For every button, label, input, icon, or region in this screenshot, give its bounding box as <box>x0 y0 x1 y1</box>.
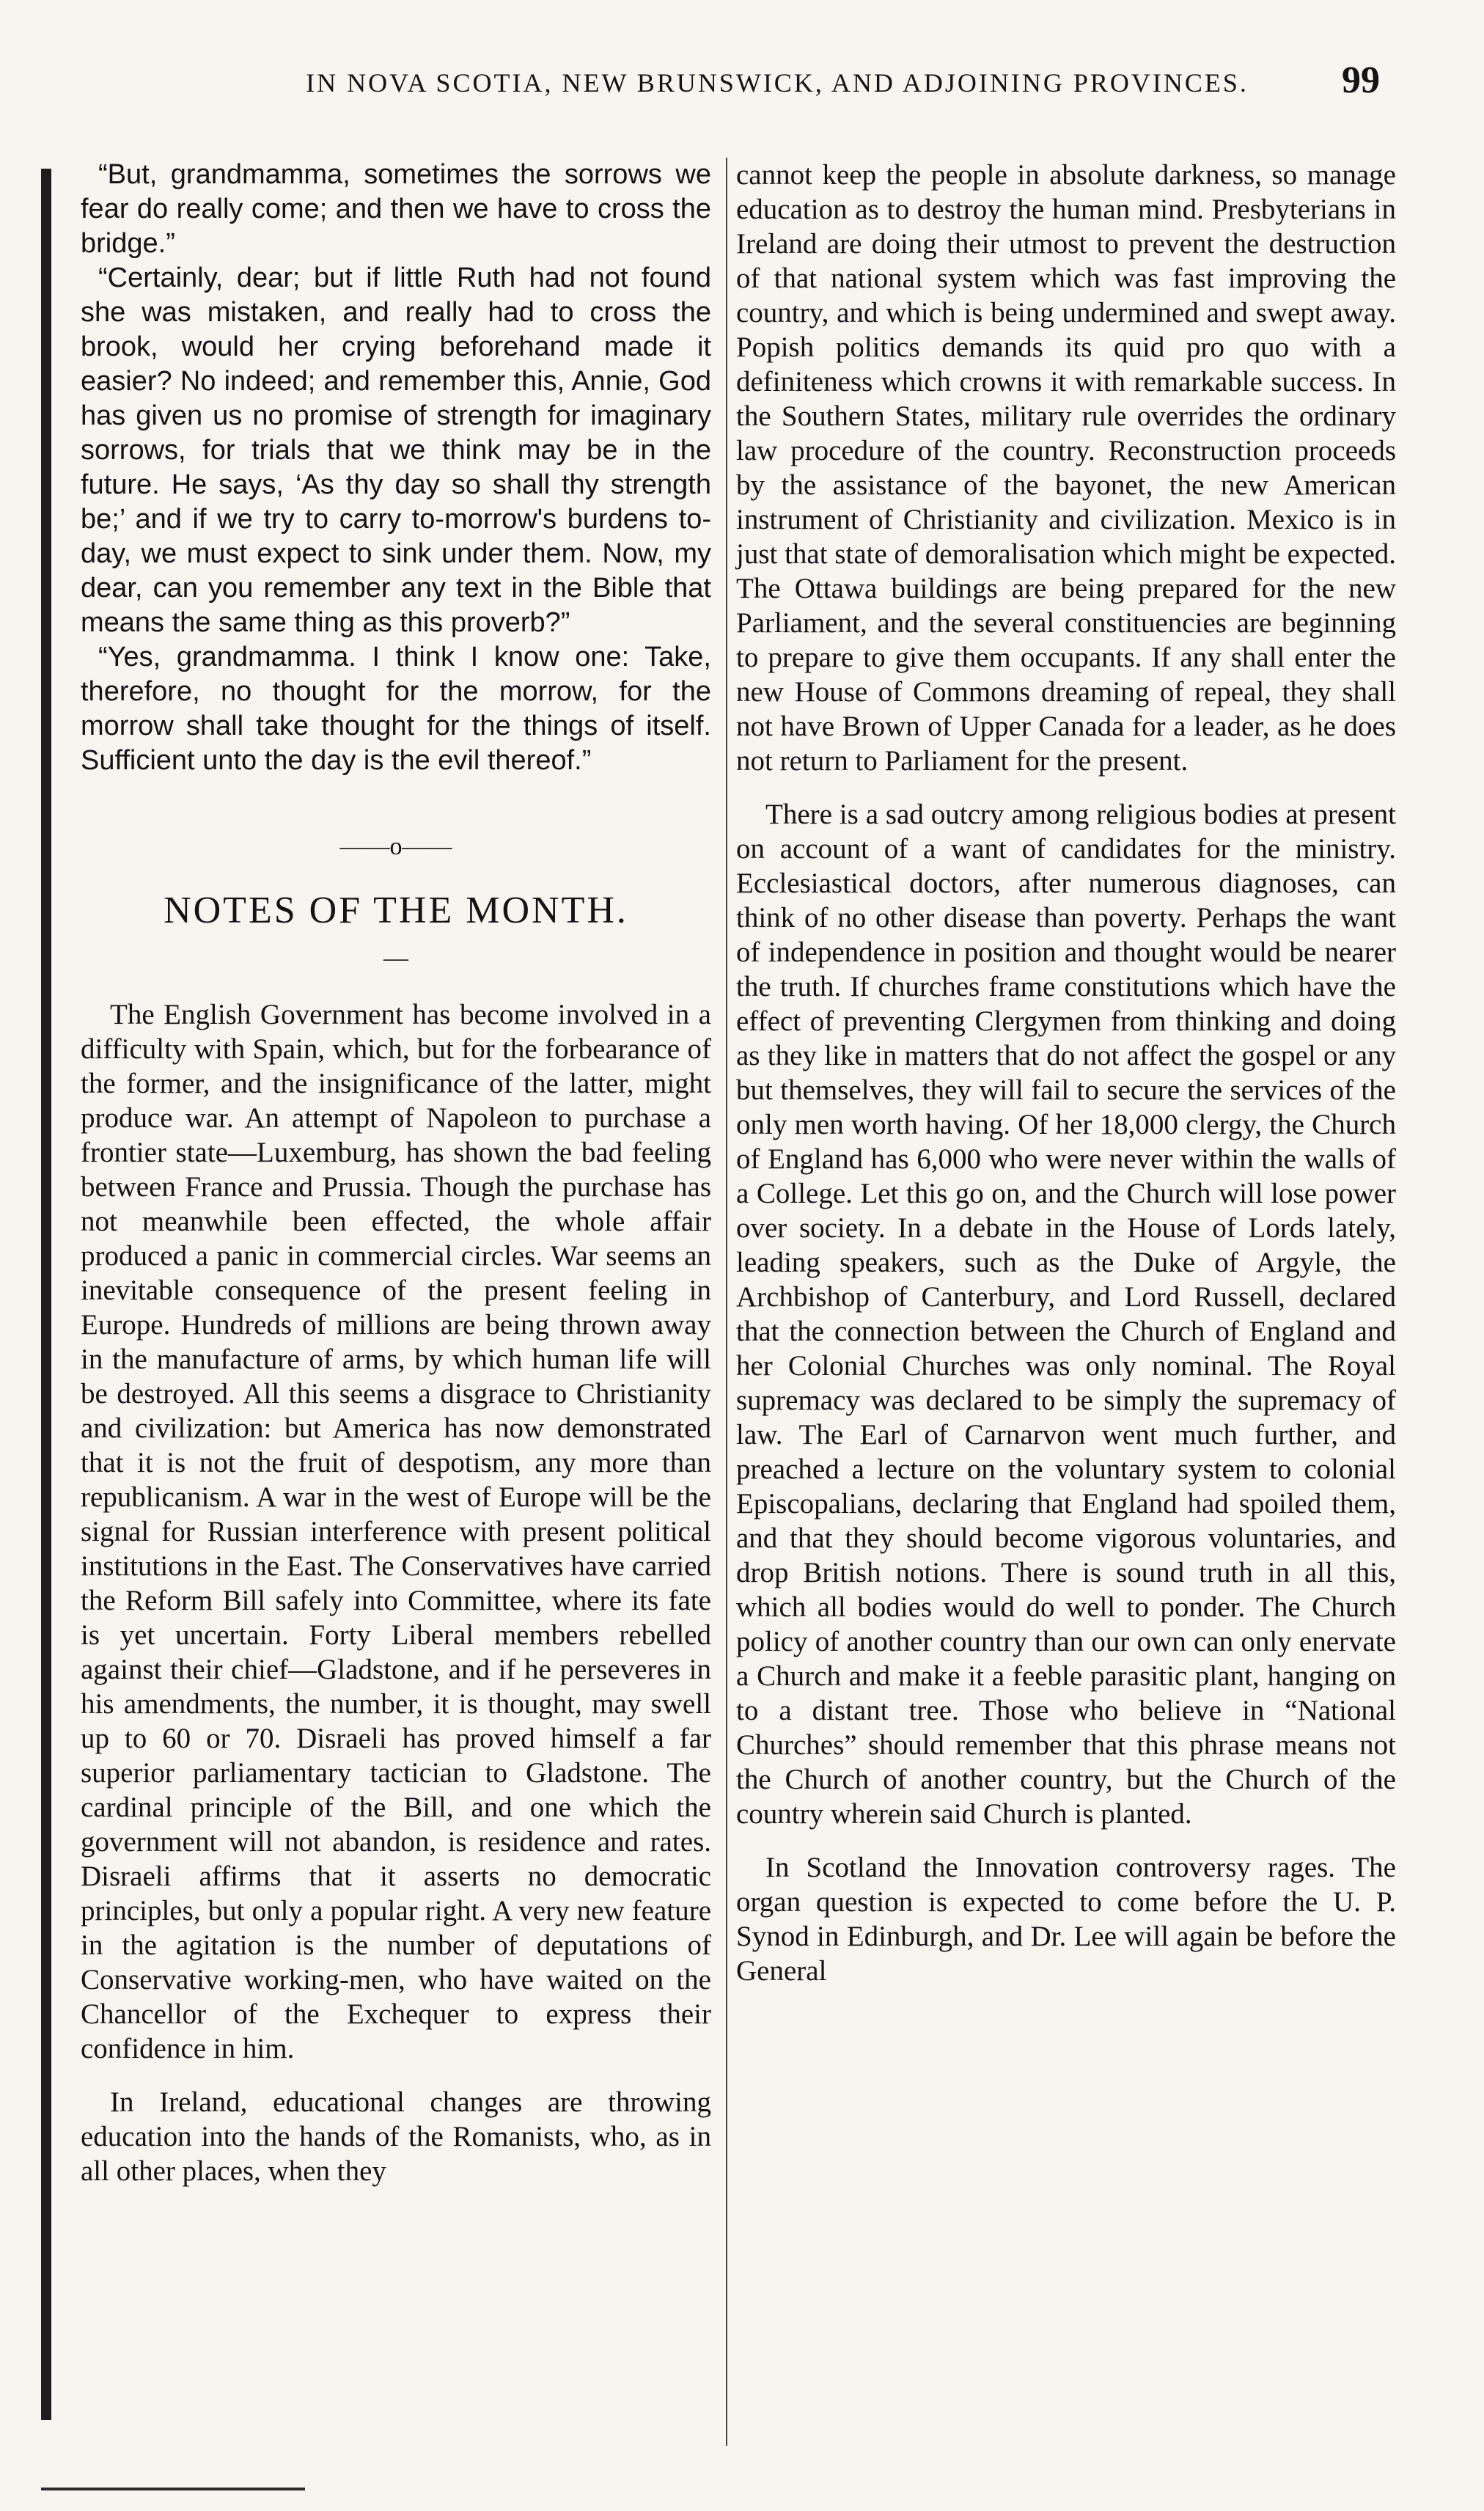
title-dash: — <box>383 945 408 972</box>
binding-shadow <box>41 169 51 2420</box>
story-excerpt <box>81 158 711 778</box>
story-paragraph: “Certainly, dear; but if little Ruth had not found she was mistaken, and really had to cross the brook, would her crying beforehand made it easier? No indeed; and remember this, Annie, God has given us no promise of strength for imaginary sorrows, for trials that we think may be in the future. He says, ‘As thy day so shall thy strength be;’ and if we try to carry to-morrow's burdens to-day, we must expect to sink under them. Now, my dear, can you remember any text in the Bible that means the same thing as this proverb?” <box>81 263 711 638</box>
right-column <box>736 158 1396 2007</box>
column-divider <box>726 158 727 2446</box>
page-number: 99 <box>1342 59 1380 101</box>
notes-paragraph: In Ireland, educational changes are throwing education into the hands of the Romanists, who, as in all other places, when they <box>81 2086 711 2187</box>
story-paragraph: “But, grandmamma, sometimes the sorrows we fear do really come; and then we have to cross the bridge.” <box>81 159 711 259</box>
notes-paragraph: cannot keep the people in absolute darkness, so manage education as to destroy the human mind. Presbyterians in Ireland are doing their utmost to prevent the destruction of that national system which was fast improving the country, and which is being undermined and swept away. Popish politics demands its quid pro quo with a definiteness which crowns it with remarkable success. In the Southern States, military rule overrides the ordinary law procedure of the country. Reconstruction proceeds by the assistance of the bayonet, the new American instrument of Christianity and civilization. Mexico is in just that state of demoralisation which might be expected. The Ottawa buildings are being prepared for the new Parliament, and the several constituencies are beginning to prepare to give them occupants. If any shall enter the new House of Commons dreaming of repeal, they shall not have Brown of Upper Canada for a leader, as he does not return to Parliament for the present. <box>736 159 1397 777</box>
left-column <box>81 158 711 2207</box>
notes-paragraph: The English Government has become involved in a difficulty with Spain, which, but for the forbearance of the former, and the insignificance of the latter, might produce war. An attempt of Napoleon to purchase a frontier state—Luxemburg, has shown the bad feeling between France and Prussia. Though the purchase has not meanwhile been effected, the whole affair produced a panic in commercial circles. War seems an inevitable consequence of the present feeling in Europe. Hundreds of millions are being thrown away in the manufacture of arms, by which human life will be destroyed. All this seems a disgrace to Christianity and civilization: but America has now demonstrated that it is not the fruit of despotism, any more than republicanism. A war in the west of Europe will be the signal for Russian interference with present political institutions in the East. The Conservatives have carried the Reform Bill safely into Committee, where its fate is yet uncertain. Forty Liberal members rebelled against their chief—Gladstone, and if he perseveres in his amendments, the number, it is thought, may swell up to 60 or 70. Disraeli has proved himself a far superior parliamentary tactician to Gladstone. The cardinal principle of the Bill, and one which the government will not abandon, is residence and rates. Disraeli affirms that it asserts no democratic principles, but only a popular right. A very new feature in the agitation is the number of deputations of Conservative working-men, who have waited on the Chancellor of the Exchequer to express their confidence in him. <box>81 999 711 2064</box>
notes-paragraph: In Scotland the Innovation controversy rages. The organ question is expected to come before the U. P. Synod in Edinburgh, and Dr. Lee will again be before the General <box>736 1852 1396 1987</box>
running-head: IN NOVA SCOTIA, NEW BRUNSWICK, AND ADJOINING PROVINCES. <box>306 68 1249 98</box>
story-paragraph: “Yes, grandmamma. I think I know one: Take, therefore, no thought for the morrow, for the morrow shall take thought for the things of itself. Sufficient unto the day is the evil thereof.” <box>81 642 711 776</box>
section-title: NOTES OF THE MONTH. <box>164 890 628 931</box>
section-separator: ——o—— <box>339 833 452 860</box>
bottom-rule <box>41 2488 305 2490</box>
notes-paragraph: There is a sad outcry among religious bodies at present on account of a want of candidates for the ministry. Ecclesiastical doctors, after numerous diagnoses, can think of no other disease than poverty. Perhaps the want of independence in position and thought would be nearer the truth. If churches frame constitutions which have the effect of preventing Clergymen from thinking and doing as they like in matters that do not affect the gospel or any but themselves, they will fail to secure the services of the only men worth having. Of her 18,000 clergy, the Church of England has 6,000 who were never within the walls of a College. Let this go on, and the Church will lose power over society. In a debate in the House of Lords lately, leading speakers, such as the Duke of Argyle, the Archbishop of Canterbury, and Lord Russell, declared that the connection between the Church of England and her Colonial Churches was only nominal. The Royal supremacy was declared to be simply the supremacy of law. The Earl of Carnarvon went much further, and preached a lecture on the voluntary system to colonial Episcopalians, declaring that England had spoiled them, and that they should become vigorous voluntaries, and drop British notions. There is sound truth in all this, which all bodies would do well to ponder. The Church policy of another country than our own can only enervate a Church and make it a feeble parasitic plant, hanging on to a distant tree. Those who believe in “National Churches” should remember that this phrase means not the Church of another country, but the Church of the country wherein said Church is planted. <box>736 799 1396 1830</box>
